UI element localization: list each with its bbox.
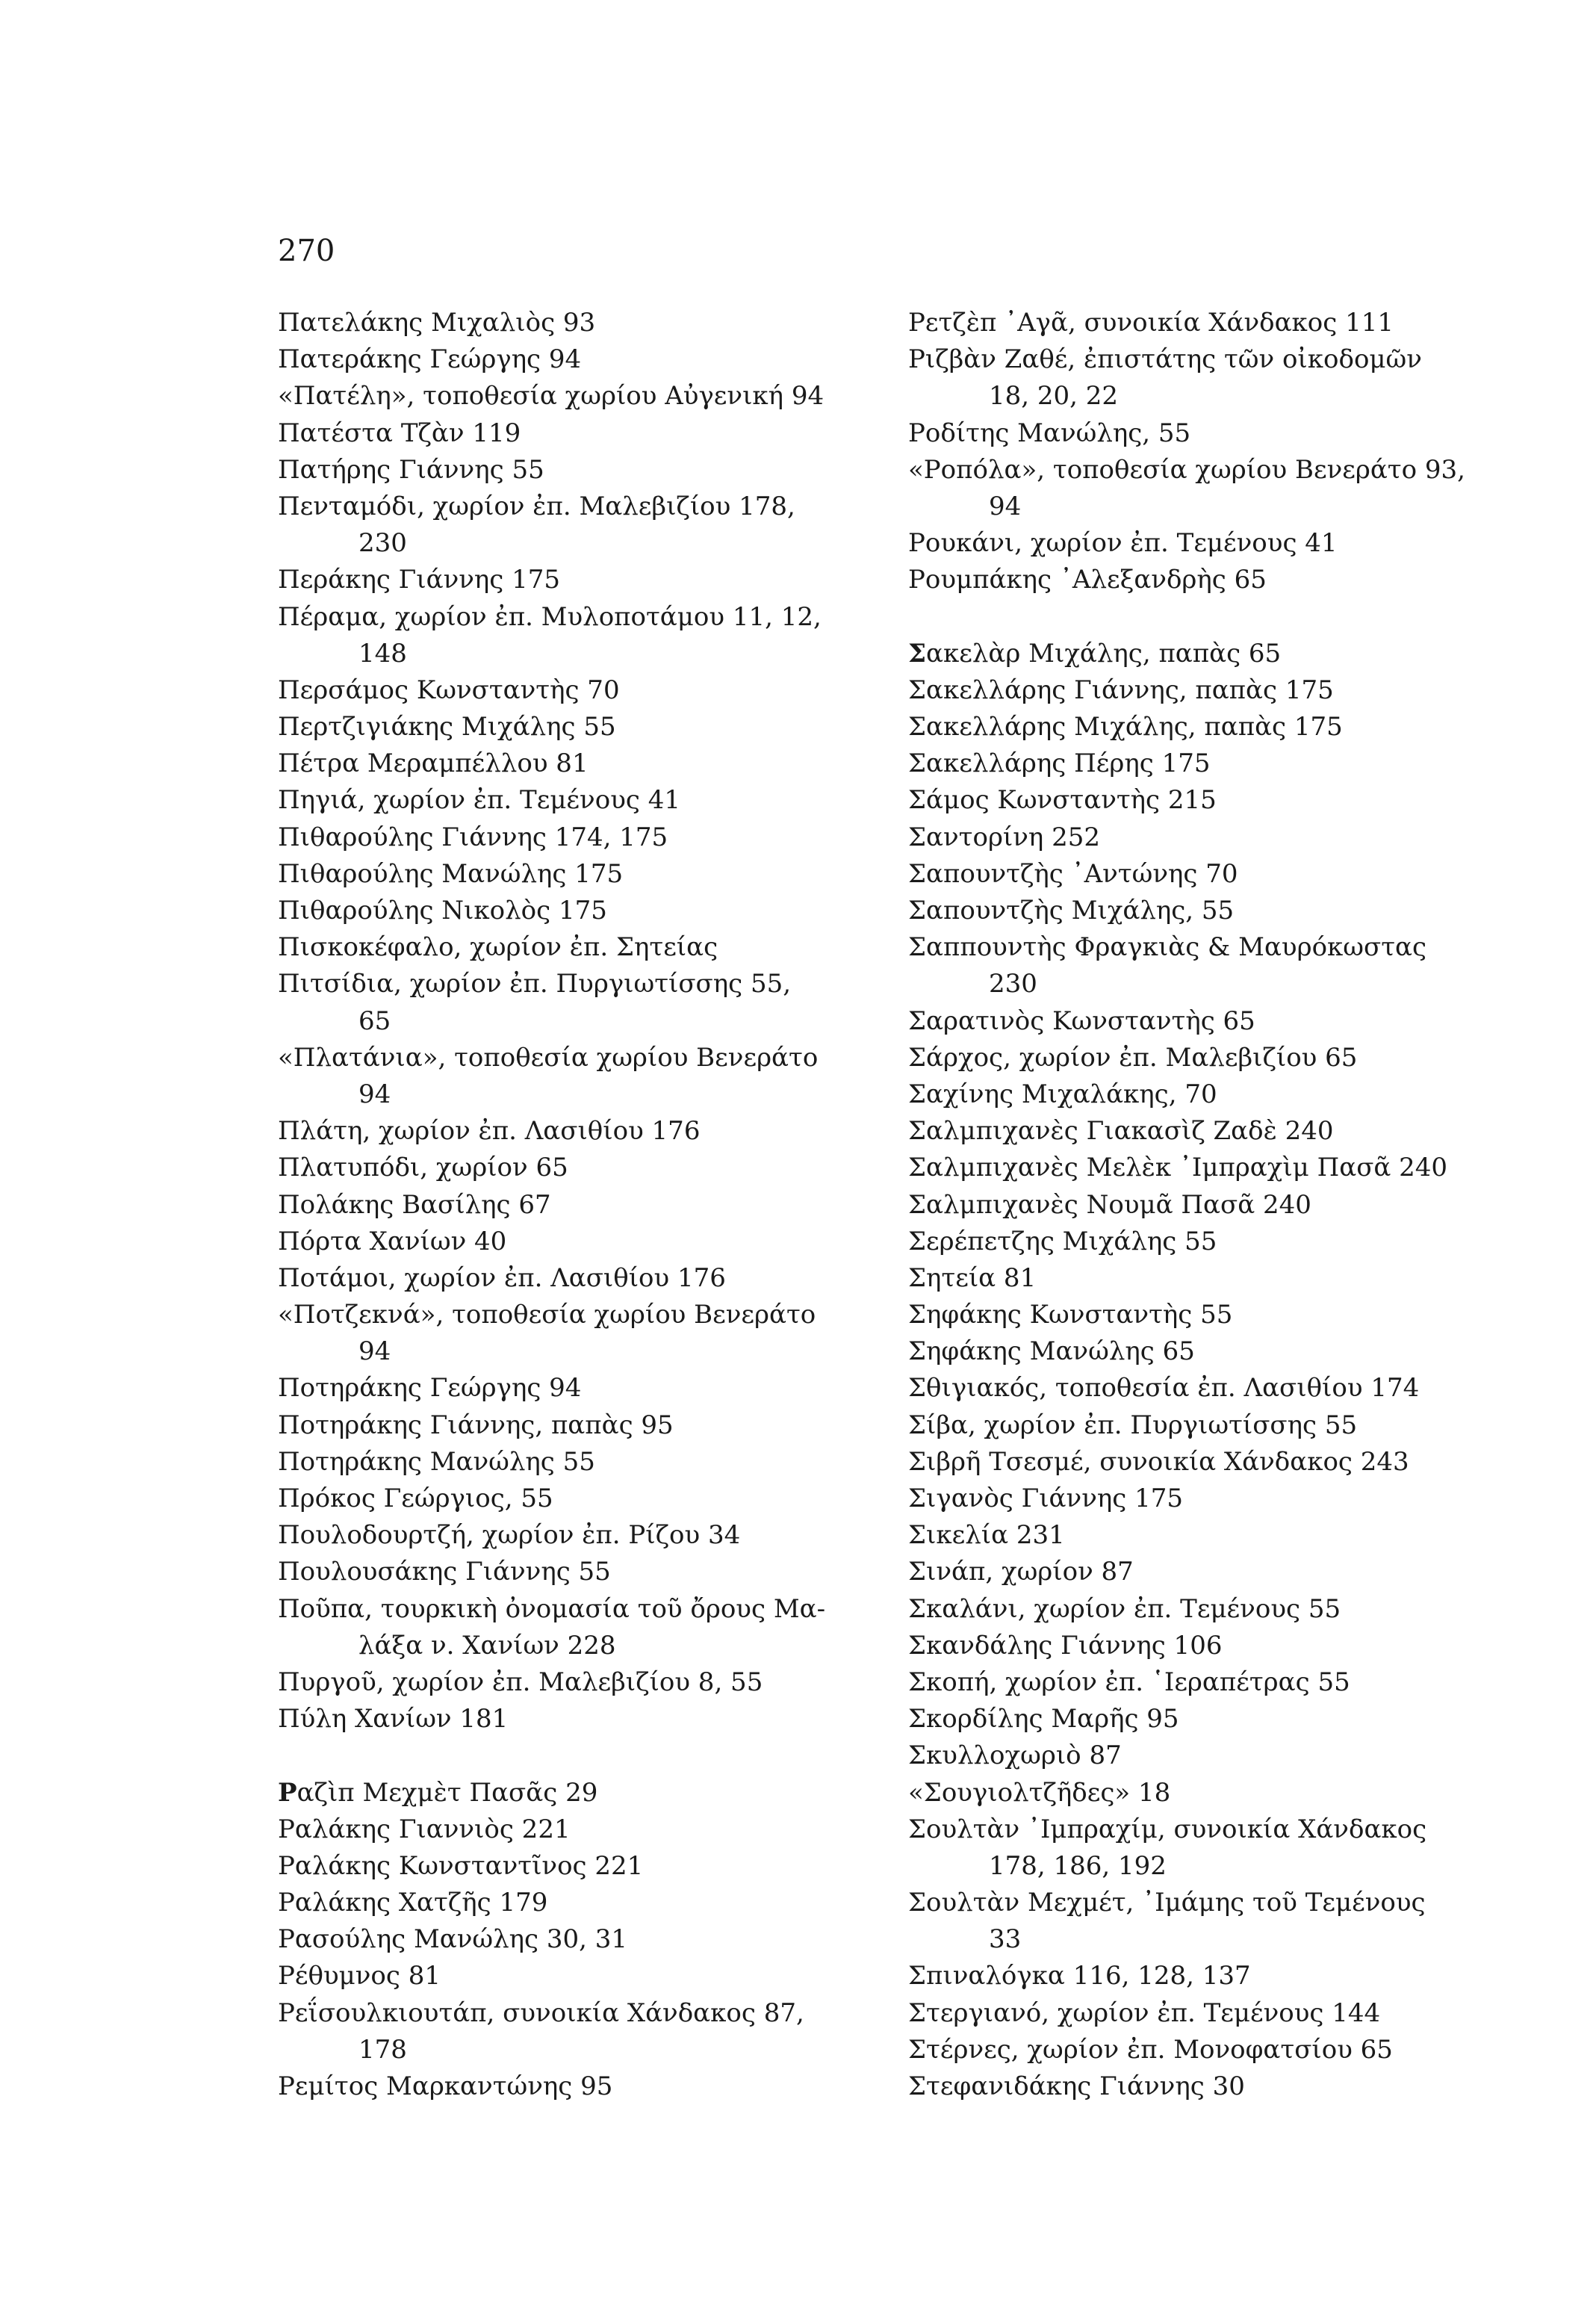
index-entry: Σκανδάλης Γιάννης 106 — [908, 1630, 1223, 1661]
index-entry: Πιθαρούλης Γιάννης 174, 175 — [278, 822, 668, 852]
index-entry: Σαλμπιχανὲς Νουμᾶ Πασᾶ 240 — [908, 1189, 1311, 1220]
index-entry: «Ροπόλα», τοποθεσία χωρίου Βενεράτο 93, — [908, 454, 1465, 485]
index-entry: Πατέστα Τζὰν 119 — [278, 418, 521, 448]
index-entry: Πουλουσάκης Γιάννης 55 — [278, 1557, 611, 1587]
index-entry: Σκαλάνι, χωρίον ἐπ. Τεμένους 55 — [908, 1593, 1341, 1624]
index-entry: Ποῦπα, τουρκικὴ ὀνομασία τοῦ ὄρους Μα- — [278, 1593, 826, 1624]
index-entry: Σθιγιακός, τοποθεσία ἐπ. Λασιθίου 174 — [908, 1373, 1420, 1404]
index-entry-continuation: 178 — [358, 2034, 407, 2065]
index-entry: Σάμος Κωνσταντὴς 215 — [908, 785, 1217, 816]
index-entry: Πιτσίδια, χωρίον ἐπ. Πυργιωτίσσης 55, — [278, 969, 792, 999]
index-entry: Πέτρα Μεραμπέλλου 81 — [278, 748, 589, 779]
index-entry: Πιθαρούλης Νικολὸς 175 — [278, 896, 607, 926]
index-entry: Σητεία 81 — [908, 1262, 1037, 1293]
index-entry: Πιθαρούλης Μανώλης 175 — [278, 858, 624, 889]
index-entry: Ρουμπάκης ᾿Αλεξανδρὴς 65 — [908, 565, 1267, 595]
index-entry: Σαντορίνη 252 — [908, 822, 1101, 852]
index-entry: Ριζβὰν Ζαθέ, ἐπιστάτης τῶν οἰκοδομῶν — [908, 344, 1422, 375]
index-entry: Ραλάκης Κωνσταντῖνος 221 — [278, 1850, 644, 1881]
index-entry: Πηγιά, χωρίον ἐπ. Τεμένους 41 — [278, 785, 680, 816]
index-entry: Ραλάκης Χατζῆς 179 — [278, 1888, 548, 1918]
index-entry: Ποτηράκης Γιάννης, παπὰς 95 — [278, 1410, 674, 1440]
index-entry: Σαρατινὸς Κωνσταντὴς 65 — [908, 1005, 1255, 1036]
index-entry: «Πατέλη», τοποθεσία χωρίου Αὐγενική 94 — [278, 381, 825, 412]
index-entry: Σακελλάρης Γιάννης, παπὰς 175 — [908, 675, 1334, 705]
index-entry: Πολάκης Βασίλης 67 — [278, 1189, 551, 1220]
index-entry: Πέραμα, χωρίον ἐπ. Μυλοποτάμου 11, 12, — [278, 601, 822, 632]
index-entry: Σουλτὰν ᾿Ιμπραχίμ, συνοικία Χάνδακος — [908, 1814, 1427, 1844]
index-entry: Στεφανιδάκης Γιάννης 30 — [908, 2071, 1245, 2101]
index-entry: Ρουκάνι, χωρίον ἐπ. Τεμένους 41 — [908, 528, 1338, 559]
index-entry: Ποτηράκης Γεώργης 94 — [278, 1373, 582, 1404]
index-entry: Περάκης Γιάννης 175 — [278, 565, 561, 595]
index-entry: Πουλοδουρτζή, χωρίον ἐπ. Ρίζου 34 — [278, 1520, 741, 1551]
index-entry: Σπιναλόγκα 116, 128, 137 — [908, 1961, 1251, 1991]
index-entry: Σιβρῆ Τσεσμέ, συνοικία Χάνδακος 243 — [908, 1446, 1409, 1477]
index-column-right — [908, 305, 1491, 2105]
index-entry: Ποτάμοι, χωρίον ἐπ. Λασιθίου 176 — [278, 1262, 726, 1293]
index-entry-continuation: 33 — [989, 1924, 1022, 1955]
index-entry-continuation: λάξα ν. Χανίων 228 — [358, 1630, 616, 1661]
index-entry: Σαχίνης Μιχαλάκης, 70 — [908, 1079, 1217, 1109]
index-entry-continuation: 148 — [358, 638, 407, 669]
index-entry: Σακελλάρης Πέρης 175 — [908, 748, 1211, 779]
page-number: 270 — [278, 234, 335, 268]
index-entry: Στέρνες, χωρίον ἐπ. Μονοφατσίου 65 — [908, 2034, 1393, 2065]
index-entry: Ραζὶπ Μεχμὲτ Πασᾶς 29 — [278, 1777, 598, 1808]
index-entry: Σερέπετζης Μιχάλης 55 — [908, 1226, 1217, 1256]
index-entry-continuation: 65 — [358, 1005, 391, 1036]
index-entry-continuation: 18, 20, 22 — [989, 381, 1119, 412]
index-entry: Σουλτὰν Μεχμέτ, ᾿Ιμάμης τοῦ Τεμένους — [908, 1888, 1426, 1918]
index-entry: Πρόκος Γεώργιος, 55 — [278, 1484, 553, 1513]
index-entry: Σαπουντζὴς Μιχάλης, 55 — [908, 896, 1235, 926]
section-gap — [908, 599, 1491, 636]
index-entry: Ποτηράκης Μανώλης 55 — [278, 1446, 595, 1477]
index-entry: Σαλμπιχανὲς Μελὲκ ᾿Ιμπραχὶμ Πασᾶ 240 — [908, 1153, 1448, 1183]
index-entry: Πλατυπόδι, χωρίον 65 — [278, 1153, 568, 1183]
index-entry: Πατήρης Γιάννης 55 — [278, 454, 544, 485]
index-entry-continuation: 94 — [989, 491, 1022, 521]
index-entry: Σηφάκης Κωνσταντὴς 55 — [908, 1300, 1233, 1330]
index-entry: Σικελία 231 — [908, 1520, 1065, 1551]
index-entry: Σαππουντὴς Φραγκιὰς & Μαυρόκωστας — [908, 932, 1427, 963]
index-entry: «Ποτζεκνά», τοποθεσία χωρίου Βενεράτο — [278, 1300, 816, 1330]
index-entry: Περσάμος Κωνσταντὴς 70 — [278, 675, 620, 705]
index-entry: Σαλμπιχανὲς Γιακασὶζ Ζαδὲ 240 — [908, 1116, 1334, 1147]
index-entry: Πατελάκης Μιχαλιὸς 93 — [278, 308, 596, 338]
index-entry: Σαπουντζὴς ᾿Αντώνης 70 — [908, 858, 1238, 889]
index-entry: Ρασούλης Μανώλης 30, 31 — [278, 1924, 628, 1955]
index-entry: Ρεμίτος Μαρκαντώνης 95 — [278, 2071, 613, 2101]
index-entry: Πυργοῦ, χωρίον ἐπ. Μαλεβιζίου 8, 55 — [278, 1667, 763, 1697]
index-entry: Σκορδίλης Μαρῆς 95 — [908, 1704, 1179, 1735]
index-column-left — [278, 305, 853, 2105]
index-entry: Σιγανὸς Γιάννης 175 — [908, 1484, 1183, 1513]
index-entry: Στεργιανό, χωρίον ἐπ. Τεμένους 144 — [908, 1997, 1381, 2028]
index-entry-continuation: 94 — [358, 1079, 391, 1109]
index-entry: Σκοπή, χωρίον ἐπ. ῾Ιεραπέτρας 55 — [908, 1667, 1350, 1697]
index-entry-continuation: 230 — [358, 528, 407, 559]
index-entry: Πενταμόδι, χωρίον ἐπ. Μαλεβιζίου 178, — [278, 491, 795, 521]
index-entry: Ρέθυμνος 81 — [278, 1961, 441, 1991]
index-entry: Ροδίτης Μανώλης, 55 — [908, 418, 1191, 448]
index-entry: Πόρτα Χανίων 40 — [278, 1226, 507, 1256]
index-entry: Σακελὰρ Μιχάλης, παπὰς 65 — [908, 638, 1282, 669]
index-entry: Πύλη Χανίων 181 — [278, 1704, 509, 1735]
index-entry: Σκυλλοχωριὸ 87 — [908, 1741, 1122, 1771]
index-entry: Περτζιγιάκης Μιχάλης 55 — [278, 712, 616, 743]
index-entry: Ρετζὲπ ᾿Αγᾶ, συνοικία Χάνδακος 111 — [908, 308, 1394, 338]
index-entry: Πισκοκέφαλο, χωρίον ἐπ. Σητείας — [278, 932, 718, 963]
index-entry: Ρεΐσουλκιουτάπ, συνοικία Χάνδακος 87, — [278, 1997, 804, 2028]
index-entry: «Σουγιολτζῆδες» 18 — [908, 1777, 1171, 1808]
section-gap — [278, 1738, 853, 1774]
index-entry: Σάρχος, χωρίον ἐπ. Μαλεβιζίου 65 — [908, 1042, 1358, 1073]
index-entry: Πατεράκης Γεώργης 94 — [278, 344, 582, 375]
index-entry: Ραλάκης Γιαννιὸς 221 — [278, 1814, 571, 1844]
index-entry: «Πλατάνια», τοποθεσία χωρίου Βενεράτο — [278, 1042, 819, 1073]
index-entry: Πλάτη, χωρίον ἐπ. Λασιθίου 176 — [278, 1116, 701, 1147]
index-entry: Σινάπ, χωρίον 87 — [908, 1557, 1134, 1587]
index-entry: Σακελλάρης Μιχάλης, παπὰς 175 — [908, 712, 1343, 743]
index-entry: Σηφάκης Μανώλης 65 — [908, 1336, 1195, 1367]
index-entry-continuation: 178, 186, 192 — [989, 1850, 1167, 1881]
index-entry-continuation: 94 — [358, 1336, 391, 1367]
index-entry-continuation: 230 — [989, 969, 1037, 999]
index-entry: Σίβα, χωρίον ἐπ. Πυργιωτίσσης 55 — [908, 1410, 1358, 1440]
